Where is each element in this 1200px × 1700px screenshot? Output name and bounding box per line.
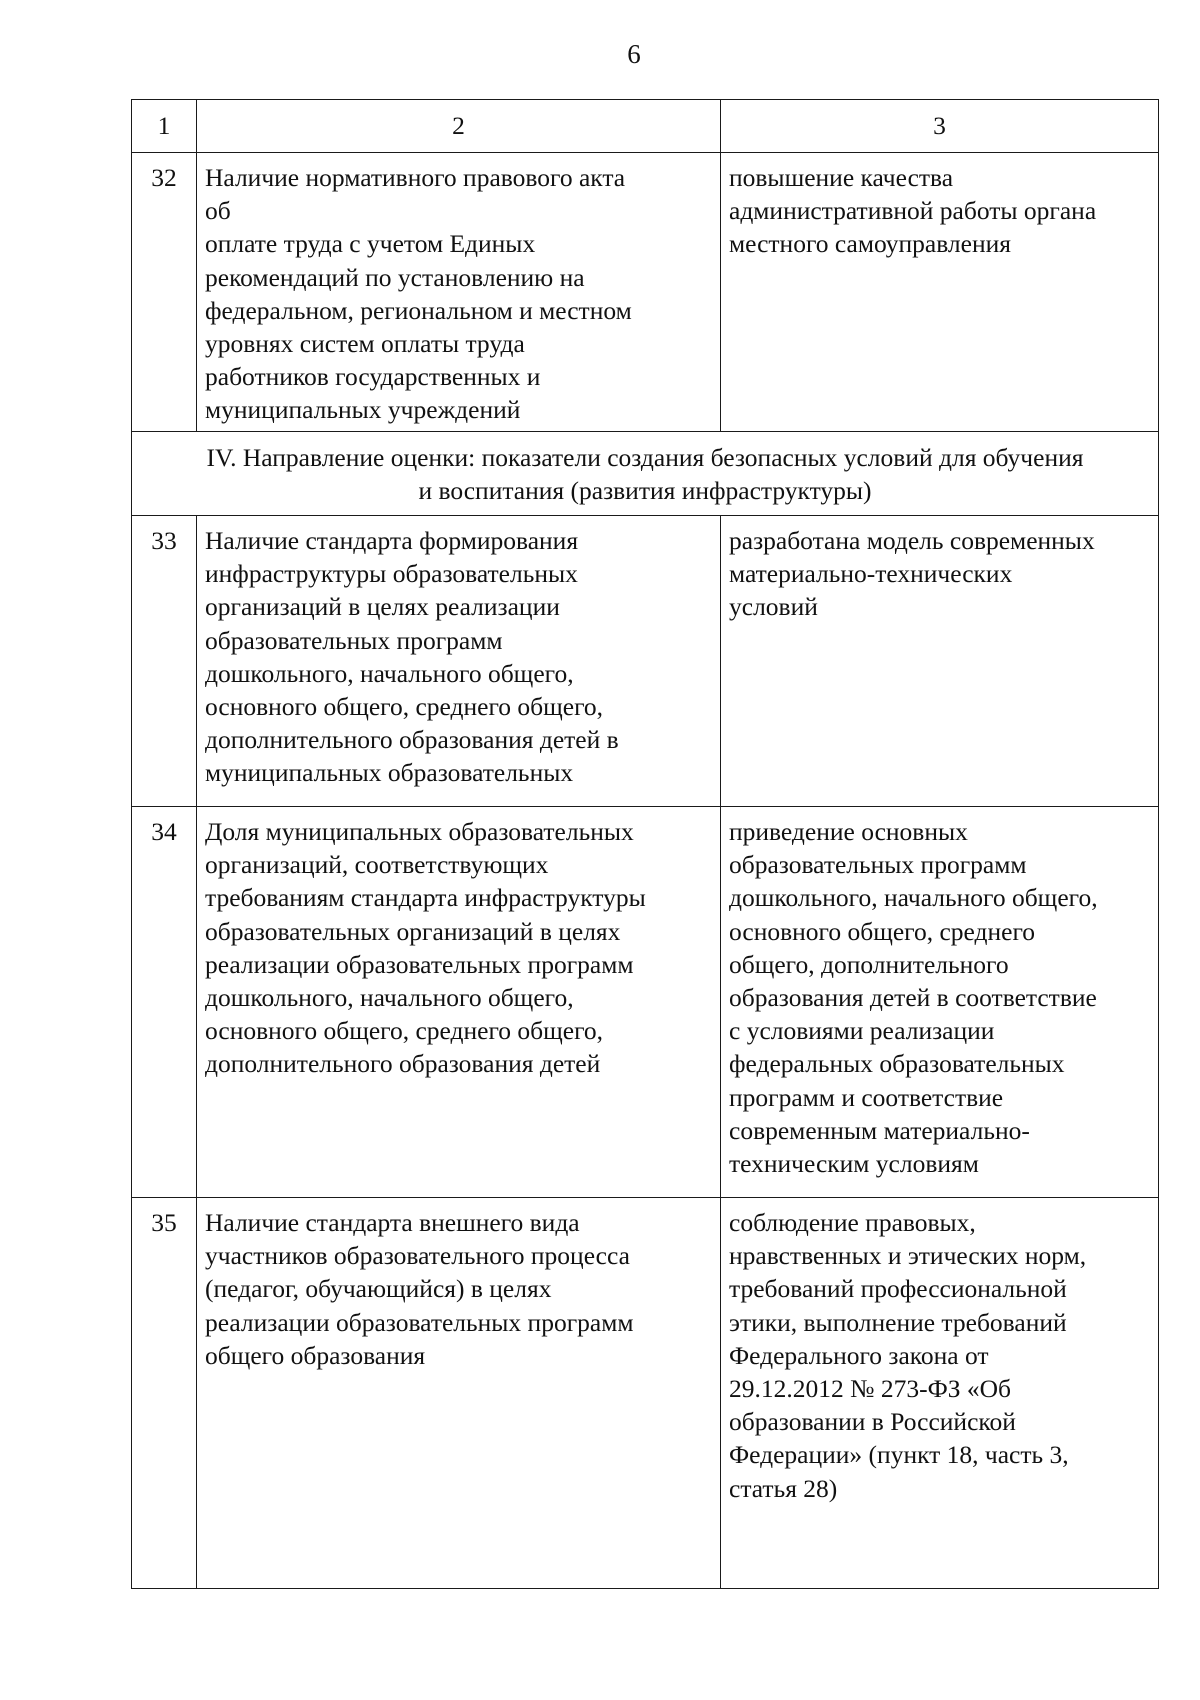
text-line: федеральных образовательных	[729, 1049, 1065, 1079]
indicator-cell	[197, 1198, 721, 1589]
text-line: образования детей в соответствие	[729, 983, 1097, 1013]
text-line: Наличие стандарта внешнего вида	[205, 1208, 580, 1238]
table-row-33	[132, 516, 1159, 807]
text-line: образовании в Российской	[729, 1407, 1016, 1437]
text-line: с условиями реализации	[729, 1016, 995, 1046]
text-line: дополнительного образования детей	[205, 1049, 601, 1079]
text-line: Федерального закона от	[729, 1340, 989, 1370]
result-cell	[721, 153, 1159, 432]
text-line: дошкольного, начального общего,	[729, 883, 1098, 913]
text-line: основного общего, среднего общего,	[205, 1016, 604, 1046]
text-line: техническим условиям	[729, 1149, 979, 1179]
text-line: дошкольного, начального общего,	[205, 983, 574, 1013]
column-header-2: 2	[197, 100, 721, 153]
text-line: реализации образовательных программ	[205, 1307, 634, 1337]
indicator-cell	[197, 807, 721, 1198]
text-line: образовательных программ	[729, 850, 1027, 880]
text-line: оплате труда с учетом Единых	[205, 229, 536, 259]
text-line: уровнях систем оплаты труда	[205, 329, 525, 359]
text-line: организаций в целях реализации	[205, 592, 560, 622]
text-line: образовательных программ	[205, 625, 503, 655]
text-line: муниципальных образовательных	[205, 758, 574, 788]
indicators-table	[131, 99, 1159, 1589]
indicator-cell	[197, 153, 721, 432]
text-line: приведение основных	[729, 817, 968, 847]
table-header-row	[132, 100, 1159, 153]
text-line: общего, дополнительного	[729, 949, 1009, 979]
text-line: реализации образовательных программ	[205, 949, 634, 979]
text-line: Наличие нормативного правового акта	[205, 163, 626, 192]
text-line: участников образовательного процесса	[205, 1241, 630, 1271]
text-line: работников государственных и	[205, 362, 541, 392]
table-row-34	[132, 807, 1159, 1198]
text-line: об	[205, 196, 231, 226]
text-line: основного общего, среднего общего,	[205, 692, 604, 722]
text-line: Федерации» (пункт 18, часть 3,	[729, 1440, 1069, 1470]
text-line: соблюдение правовых,	[729, 1208, 976, 1238]
text-line: программ и соответствие	[729, 1082, 1004, 1112]
text-line: административной работы органа	[729, 196, 1097, 226]
section-heading-line: и воспитания (развития инфраструктуры)	[418, 475, 872, 505]
text-line: организаций, соответствующих	[205, 850, 549, 880]
text-line: муниципальных учреждений	[205, 395, 521, 425]
row-number: 32	[132, 153, 197, 432]
result-cell	[721, 807, 1159, 1198]
row-number: 34	[132, 807, 197, 1198]
section-heading-row	[132, 431, 1159, 515]
text-line: местного самоуправления	[729, 229, 1011, 259]
text-line: этики, выполнение требований	[729, 1307, 1067, 1337]
text-line: современным материально-	[729, 1115, 1030, 1145]
text-line: (педагог, обучающийся) в целях	[205, 1274, 552, 1304]
text-line: основного общего, среднего	[729, 916, 1036, 946]
text-line: Наличие стандарта формирования	[205, 526, 579, 556]
text-line: дополнительного образования детей в	[205, 725, 619, 755]
text-line: инфраструктуры образовательных	[205, 559, 578, 589]
text-line: требований профессиональной	[729, 1274, 1067, 1304]
text-line: федеральном, региональном и местном	[205, 295, 632, 325]
text-line: требованиям стандарта инфраструктуры	[205, 883, 646, 913]
table-row-35	[132, 1198, 1159, 1589]
result-cell	[721, 516, 1159, 807]
indicator-cell	[197, 516, 721, 807]
text-line: Доля муниципальных образовательных	[205, 817, 634, 847]
result-cell	[721, 1198, 1159, 1589]
text-line: нравственных и этических норм,	[729, 1241, 1087, 1271]
table-row-32	[132, 153, 1159, 432]
text-line: разработана модель современных	[729, 526, 1095, 556]
section-heading	[132, 431, 1159, 515]
page-number: 6	[627, 39, 641, 69]
text-line: повышение качества	[729, 163, 954, 192]
text-line: дошкольного, начального общего,	[205, 658, 574, 688]
column-header-1: 1	[132, 100, 197, 153]
text-line: статья 28)	[729, 1473, 838, 1503]
column-header-3: 3	[721, 100, 1159, 153]
row-number: 33	[132, 516, 197, 807]
section-heading-line: IV. Направление оценки: показатели создания безопасных условий для обучения	[206, 442, 1084, 472]
text-line: 29.12.2012 № 273-ФЗ «Об	[729, 1374, 1012, 1404]
row-number: 35	[132, 1198, 197, 1589]
text-line: условий	[729, 592, 818, 622]
text-line: общего образования	[205, 1340, 426, 1370]
text-line: рекомендаций по установлению на	[205, 262, 585, 292]
text-line: материально-технических	[729, 559, 1013, 589]
text-line: образовательных организаций в целях	[205, 916, 621, 946]
